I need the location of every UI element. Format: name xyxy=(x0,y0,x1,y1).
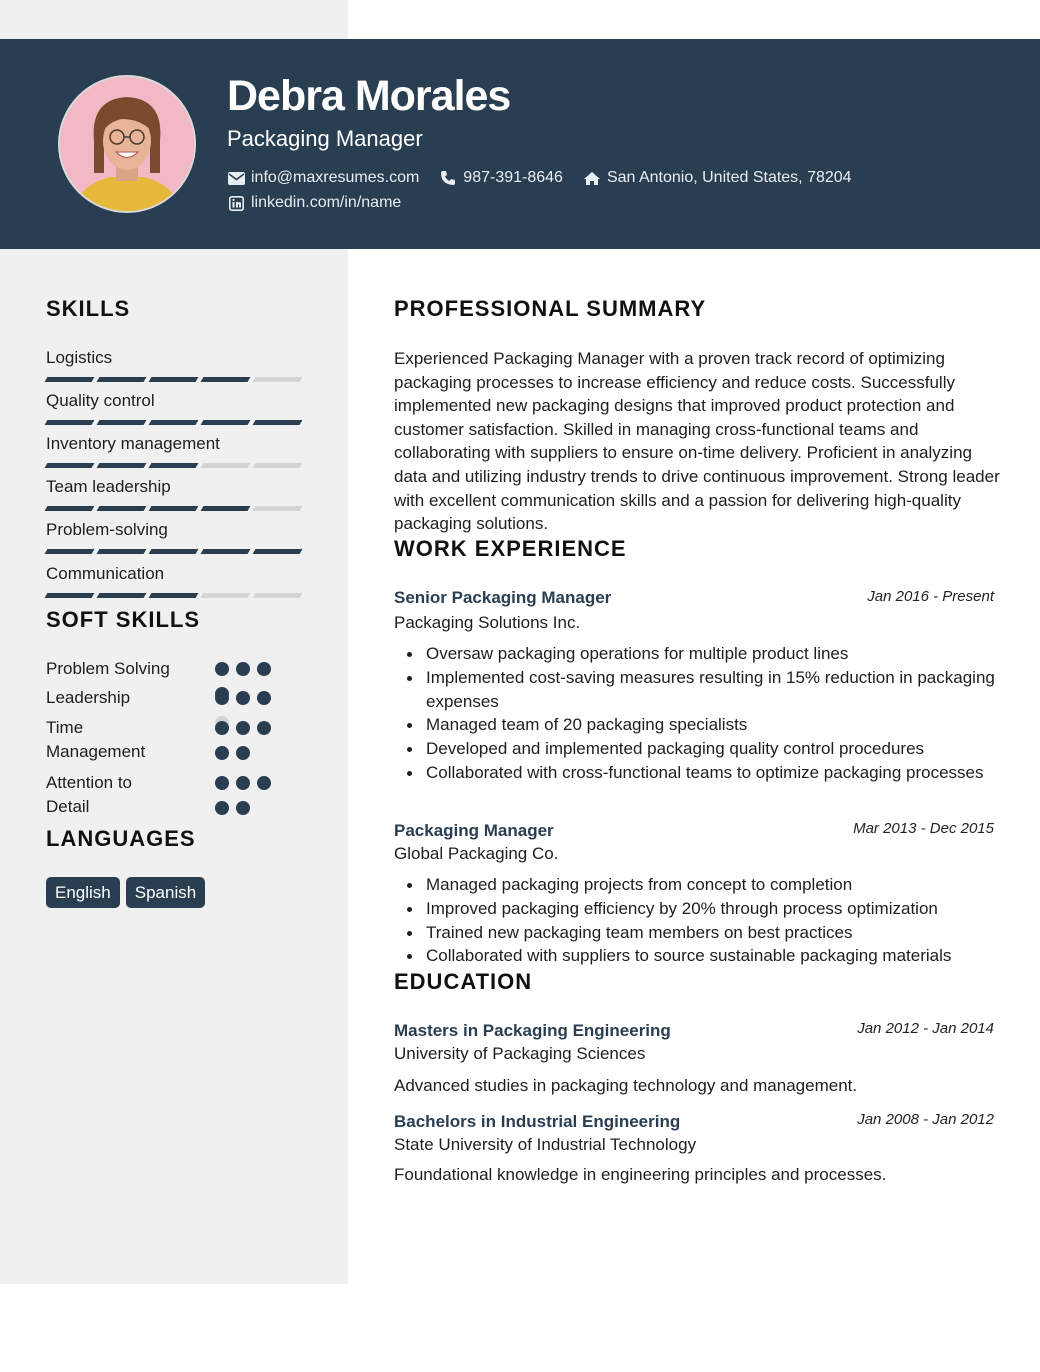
linkedin-contact[interactable] xyxy=(227,192,401,214)
skill-item xyxy=(46,390,302,425)
bullet-item: Improved packaging efficiency by 20% through process optimization xyxy=(394,897,1000,921)
skill-label: Logistics xyxy=(46,348,113,367)
skill-level-segment xyxy=(97,463,147,468)
skill-level-segment xyxy=(149,549,199,554)
skill-label: Problem-solving xyxy=(46,520,168,539)
soft-skill-label: Attention to Detail xyxy=(46,773,133,816)
job-bullets xyxy=(394,642,1000,785)
skill-level-segment xyxy=(97,506,147,511)
rating-dot xyxy=(257,662,271,676)
skill-level-segment xyxy=(45,506,95,511)
bullet-item: Collaborated with suppliers to source sustainable packaging materials xyxy=(394,944,1000,968)
languages-list xyxy=(46,877,205,908)
skill-level-segment xyxy=(253,506,303,511)
skill-level-segment xyxy=(45,463,95,468)
rating-dot xyxy=(236,801,250,815)
skill-level-segment xyxy=(253,593,303,598)
rating-dot xyxy=(257,721,271,735)
resume-header xyxy=(0,39,1040,249)
bullet-item: Managed packaging projects from concept to completion xyxy=(394,873,1000,897)
experience-heading: WORK EXPERIENCE xyxy=(394,536,627,561)
rating-dot xyxy=(257,691,271,705)
skill-level-segment xyxy=(201,549,251,554)
skill-label: Communication xyxy=(46,564,165,583)
phone-text: 987-391-8646 xyxy=(463,169,563,186)
rating-dot xyxy=(236,691,250,705)
job-title: Senior Packaging Manager xyxy=(394,588,612,607)
languages-heading: LANGUAGES xyxy=(46,826,196,851)
skill-level-segment xyxy=(45,420,95,425)
profile-photo xyxy=(58,75,196,213)
bullet-item: Developed and implemented packaging quality control procedures xyxy=(394,737,1000,761)
skill-level-segment xyxy=(97,549,147,554)
skill-item xyxy=(46,433,302,468)
skill-level-segment xyxy=(201,420,251,425)
rating-dot xyxy=(257,776,271,790)
language-badge: Spanish xyxy=(126,877,205,908)
degree-dates: Jan 2012 - Jan 2014 xyxy=(857,1020,994,1037)
skill-level-segment xyxy=(253,420,303,425)
job-title: Packaging Manager xyxy=(394,821,554,840)
envelope-icon xyxy=(227,169,245,187)
bullet-item: Managed team of 20 packaging specialists xyxy=(394,713,1000,737)
skill-level-segment xyxy=(149,463,199,468)
skill-item xyxy=(46,519,302,554)
skill-level-segment xyxy=(253,549,303,554)
skill-label: Quality control xyxy=(46,391,155,410)
job-bullets xyxy=(394,873,1000,968)
skill-level-segment xyxy=(149,377,199,382)
location-text: San Antonio, United States, 78204 xyxy=(606,169,852,186)
degree-dates: Jan 2008 - Jan 2012 xyxy=(857,1111,994,1128)
language-badge: English xyxy=(46,877,120,908)
skill-level-segment xyxy=(45,593,95,598)
skill-level-bar xyxy=(46,593,302,598)
bullet-item: Trained new packaging team members on best practices xyxy=(394,921,1000,945)
linkedin-text: linkedin.com/in/name xyxy=(251,194,402,211)
soft-skill-label: Time Management xyxy=(46,718,146,761)
summary-text: Experienced Packaging Manager with a proven track record of optimizing packaging processes to increase efficiency and reduce costs. Successfully implemented new packaging designs that improved product protection and customer satisfaction. Skilled in managing cross-functional teams and collaborating with suppliers to ensure on-time delivery. Proficient in analyzing data and utilizing industry trends to drive continuous improvement. Strong leader with excellent communication skills and a passion for delivering high-quality packaging solutions. xyxy=(394,349,1000,534)
skill-level-segment xyxy=(149,420,199,425)
education-heading: EDUCATION xyxy=(394,969,533,994)
school-name: State University of Industrial Technology xyxy=(394,1135,697,1154)
job-dates: Jan 2016 - Present xyxy=(867,588,994,605)
skill-level-segment xyxy=(201,506,251,511)
soft-skill-label: Leadership xyxy=(46,688,131,707)
skill-level-segment xyxy=(253,377,303,382)
skill-level-segment xyxy=(97,377,147,382)
skill-label: Team leadership xyxy=(46,477,171,496)
phone-icon xyxy=(439,169,457,187)
degree-title: Bachelors in Industrial Engineering xyxy=(394,1112,681,1131)
skill-level-bar xyxy=(46,549,302,554)
rating-dots xyxy=(215,776,295,815)
rating-dot xyxy=(215,662,229,676)
skill-level-segment xyxy=(45,377,95,382)
bullet-item: Oversaw packaging operations for multiple product lines xyxy=(394,642,1000,666)
skill-label: Inventory management xyxy=(46,434,220,453)
skill-item xyxy=(46,563,302,598)
summary-heading: PROFESSIONAL SUMMARY xyxy=(394,296,707,321)
skill-level-segment xyxy=(201,463,251,468)
rating-dot xyxy=(236,662,250,676)
skill-level-bar xyxy=(46,463,302,468)
email-contact[interactable] xyxy=(227,167,419,189)
rating-dot xyxy=(215,691,229,705)
skill-level-segment xyxy=(45,549,95,554)
email-text: info@maxresumes.com xyxy=(251,169,420,186)
bullet-item: Collaborated with cross-functional teams to optimize packaging processes xyxy=(394,761,1000,785)
degree-description: Foundational knowledge in engineering principles and processes. xyxy=(394,1165,887,1184)
company-name: Global Packaging Co. xyxy=(394,844,559,863)
skill-level-segment xyxy=(201,593,251,598)
skill-item xyxy=(46,476,302,511)
rating-dots xyxy=(215,721,295,760)
contact-row-secondary xyxy=(227,192,421,214)
location-contact xyxy=(583,167,852,189)
degree-title: Masters in Packaging Engineering xyxy=(394,1021,671,1040)
rating-dot xyxy=(215,776,229,790)
bullet-item: Implemented cost-saving measures resulting in 15% reduction in packaging expenses xyxy=(394,666,1000,714)
company-name: Packaging Solutions Inc. xyxy=(394,613,581,632)
skill-level-bar xyxy=(46,377,302,382)
phone-contact[interactable] xyxy=(439,167,563,189)
linkedin-icon xyxy=(227,194,245,212)
skill-level-bar xyxy=(46,506,302,511)
rating-dot xyxy=(215,801,229,815)
candidate-name: Debra Morales xyxy=(227,72,511,120)
skill-level-segment xyxy=(97,593,147,598)
degree-description: Advanced studies in packaging technology and management. xyxy=(394,1076,858,1095)
skill-level-bar xyxy=(46,420,302,425)
contact-row xyxy=(227,167,872,189)
rating-dot xyxy=(236,746,250,760)
school-name: University of Packaging Sciences xyxy=(394,1044,646,1063)
skill-level-segment xyxy=(97,420,147,425)
rating-dot xyxy=(236,776,250,790)
skill-level-segment xyxy=(253,463,303,468)
job-dates: Mar 2013 - Dec 2015 xyxy=(853,820,994,837)
soft-skills-heading: SOFT SKILLS xyxy=(46,607,200,632)
skill-level-segment xyxy=(149,593,199,598)
skills-heading: SKILLS xyxy=(46,296,131,321)
skill-level-segment xyxy=(149,506,199,511)
soft-skill-label: Problem Solving xyxy=(46,659,170,678)
home-icon xyxy=(583,169,601,187)
skill-level-segment xyxy=(201,377,251,382)
candidate-title: Packaging Manager xyxy=(227,126,423,151)
rating-dot xyxy=(215,721,229,735)
rating-dot xyxy=(236,721,250,735)
skill-item xyxy=(46,347,302,382)
rating-dot xyxy=(215,746,229,760)
